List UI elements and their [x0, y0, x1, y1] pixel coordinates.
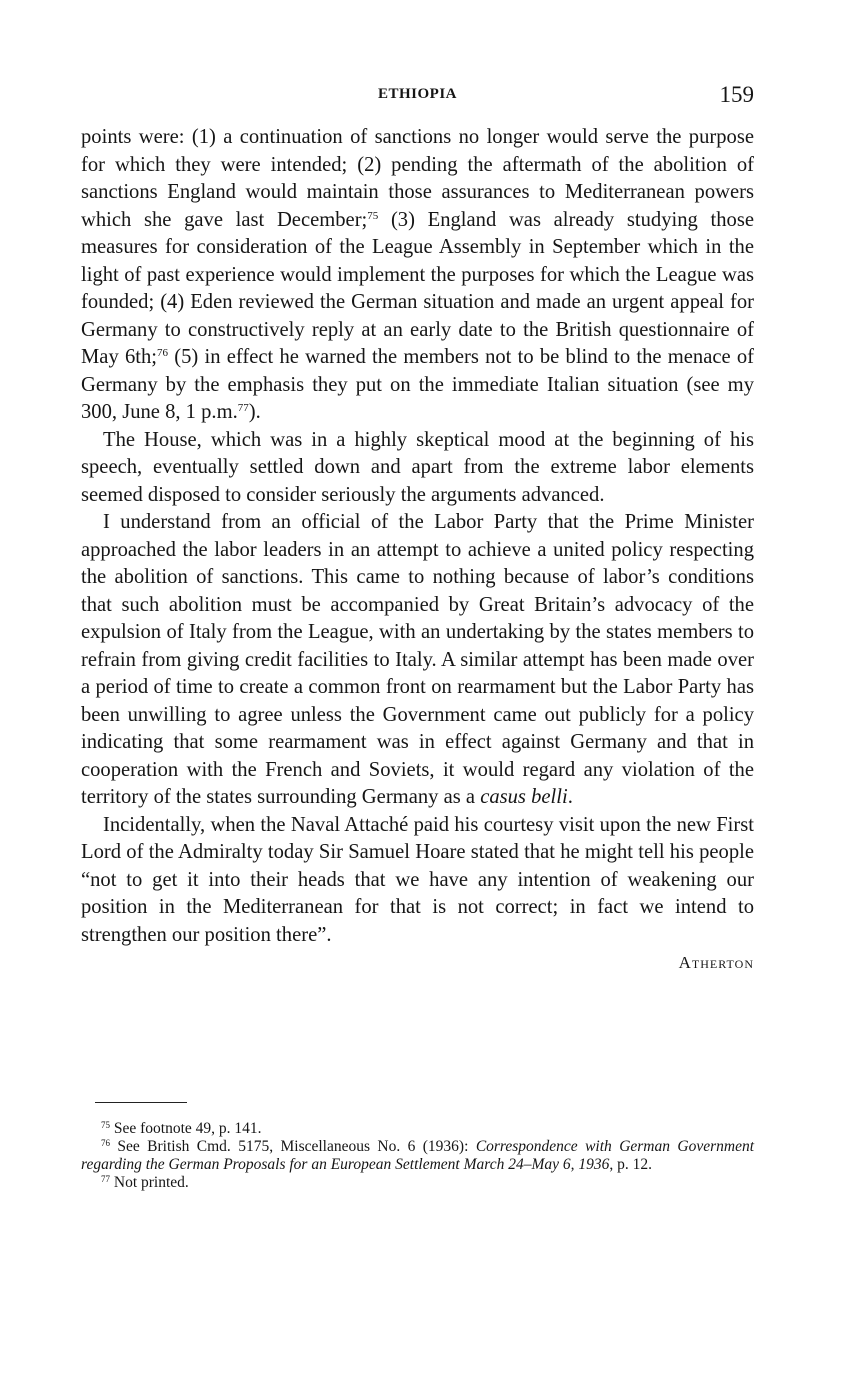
paragraph-1-text-b: (3) England was already studying those measures for consideration of the League Assembly in September which in the light of past experience would implement the purposes for which the League was founded; (4) Eden reviewed the German situation and made an urgent appeal for Germany to constructively reply at an early date to the British questionnaire of May 6th; [81, 208, 754, 368]
footnote-text: See British Cmd. 5175, Miscellaneous No. 6 (1936): [117, 1138, 476, 1155]
paragraph-4: Incidentally, when the Naval Attaché paid his courtesy visit upon the new First Lord of the Admiralty today Sir Samuel Hoare stated that he might tell his people “not to get it into their heads that we have any intention of weakening our position in the Mediterranean for that is not correct; in fact we intend to strengthen our position there”. [81, 813, 754, 946]
paragraph-3 [81, 509, 754, 812]
footnotes [81, 1120, 754, 1192]
paragraph-3-italic: casus belli [480, 786, 568, 808]
running-title: ETHIOPIA [377, 86, 457, 102]
footnote-text-after: , p. 12. [609, 1156, 652, 1173]
page-number: 159 [719, 82, 754, 107]
footnote-ref-77: 77 [237, 402, 249, 414]
paragraph-1-text-c: (5) in effect he warned the members not to be blind to the menace of Germany by the emphasis they put on the immediate Italian situation (see my 300, June 8, 1 p.m. [81, 346, 755, 423]
paragraph-1-text-a: points were: (1) a continuation of sanctions no longer would serve the purpose for which they were intended; (2) pending the aftermath of the abolition of sanctions England would maintain those assurances to Mediterranean powers which she gave last December; [81, 126, 754, 231]
footnote-mark: 77 [101, 1174, 110, 1184]
paragraph-3-text-b: . [567, 786, 573, 808]
paragraph-3-text-a: I understand from an official of the Labor Party that the Prime Minister approached the labor leaders in an attempt to achieve a united policy respecting the abolition of sanctions. This came to nothing because of labor’s conditions that such abolition must be accompanied by Great Britain’s advocacy of the expulsion of Italy from the League, with an undertaking by the states members to refrain from giving credit facilities to Italy. A similar attempt has been made over a period of time to create a common front on rearmament but the Labor Party has been unwilling to agree unless the Government came out publicly for a policy indicating that some rearmament was in effect against Germany and that in cooperation with the French and Soviets, it would regard any violation of the territory of the states surrounding Germany as a [81, 511, 754, 808]
footnote-text: Not printed. [113, 1174, 189, 1191]
footnote-ref-75: 75 [367, 209, 379, 222]
signature: Atherton [678, 953, 754, 972]
footnote-divider [95, 1102, 187, 1103]
running-head [81, 82, 754, 110]
footnote-text: See footnote 49, p. 141. [113, 1120, 262, 1137]
body-text [81, 124, 754, 976]
paragraph-2: The House, which was in a highly skeptical mood at the beginning of his speech, eventually settled down and apart from the extreme labor elements seemed disposed to consider seriously the arguments advanced. [81, 428, 754, 506]
paragraph-1-text-d: ). [248, 401, 261, 423]
footnote-76 [81, 1138, 754, 1174]
footnote-italic-title: Correspondence with German Government regarding the German Proposals for an European Settlement March 24–May 6, 1936 [81, 1138, 754, 1173]
footnote-mark: 76 [101, 1138, 110, 1148]
footnote-75 [81, 1120, 754, 1138]
paragraph-1 [81, 124, 754, 427]
footnote-77 [81, 1174, 754, 1192]
footnote-mark: 75 [101, 1120, 110, 1130]
footnote-ref-76: 76 [157, 347, 169, 359]
